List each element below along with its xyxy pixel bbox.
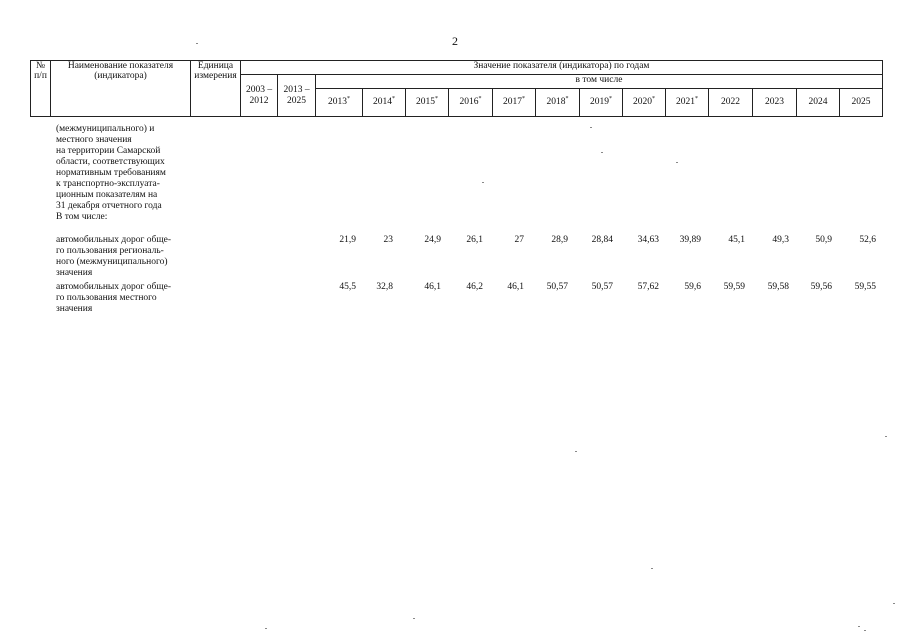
value-cell-2018: 28,9 [551,235,568,245]
value-cell-2022: 45,1 [728,235,745,245]
row-name-line: значения [56,268,93,278]
value-cell-2021: 59,6 [684,282,701,292]
value-cell-2013: 21,9 [339,235,356,245]
row-name [56,235,171,279]
value-cell-2019: 28,84 [591,235,613,245]
intro-line: ционным показателям на [56,190,158,200]
page-number: 2 [452,34,458,48]
value-cell-2023: 49,3 [772,235,789,245]
header-col-name: Наименование показателя (индикатора) [51,61,191,117]
row-name-line: значения [56,304,93,314]
header-period-1: 2003 – 2012 [241,75,278,117]
value-cell-2025: 52,6 [859,235,876,245]
header-year-2024: 2024 [797,89,840,117]
header-year-2015: 2015* [406,89,449,117]
header-including: в том числе [316,75,883,89]
intro-line: местного значения [56,135,132,145]
header-col-values: Значение показателя (индикатора) по годам [241,61,883,75]
intro-line: области, соответствующих [56,157,165,167]
header-period-2: 2013 – 2025 [278,75,316,117]
header-year-2017: 2017* [493,89,536,117]
header-year-2023: 2023 [753,89,797,117]
header-year-2021: 2021* [666,89,709,117]
value-cell-2024: 50,9 [815,235,832,245]
row-name-line: автомобильных дорог обще- [56,282,172,292]
value-cell-2019: 50,57 [591,282,613,292]
row-name-line: го пользования местного [56,293,157,303]
value-cell-2016: 46,2 [466,282,483,292]
value-cell-2025: 59,55 [854,282,876,292]
header-year-2016: 2016* [449,89,493,117]
row-name [56,282,171,315]
header-table [30,60,883,117]
value-cell-2015: 24,9 [424,235,441,245]
header-year-2018: 2018* [536,89,580,117]
value-cell-2014: 32,8 [376,282,393,292]
value-cell-2020: 34,63 [637,235,659,245]
value-cell-2017: 46,1 [507,282,524,292]
header-year-2014: 2014* [363,89,406,117]
header-year-2019: 2019* [580,89,623,117]
row-name-line: автомобильных дорог обще- [56,235,172,245]
header-col-no: № п/п [31,61,51,117]
header-year-2025: 2025 [840,89,883,117]
intro-line: (межмуниципального) и [56,124,155,134]
value-cell-2022: 59,59 [723,282,745,292]
intro-line: нормативным требованиям [56,168,166,178]
intro-line: В том числе: [56,212,108,222]
value-cell-2018: 50,57 [546,282,568,292]
value-cell-2024: 59,56 [810,282,832,292]
value-cell-2020: 57,62 [637,282,659,292]
row-name-line: ного (межмуниципального) [56,257,168,267]
value-cell-2021: 39,89 [679,235,701,245]
value-cell-2016: 26,1 [466,235,483,245]
value-cell-2015: 46,1 [424,282,441,292]
row-name-line: го пользования региональ- [56,246,164,256]
header-year-2013: 2013* [316,89,363,117]
header-year-2020: 2020* [623,89,666,117]
intro-line: 31 декабря отчетного года [56,201,162,211]
intro-text [56,124,166,223]
intro-line: на территории Самарской [56,146,161,156]
header-year-2022: 2022 [709,89,753,117]
value-cell-2013: 45,5 [339,282,356,292]
value-cell-2017: 27 [514,235,524,245]
value-cell-2014: 23 [383,235,393,245]
value-cell-2023: 59,58 [767,282,789,292]
intro-line: к транспортно-эксплуата- [56,179,160,189]
header-col-unit: Единица измерения [191,61,241,117]
